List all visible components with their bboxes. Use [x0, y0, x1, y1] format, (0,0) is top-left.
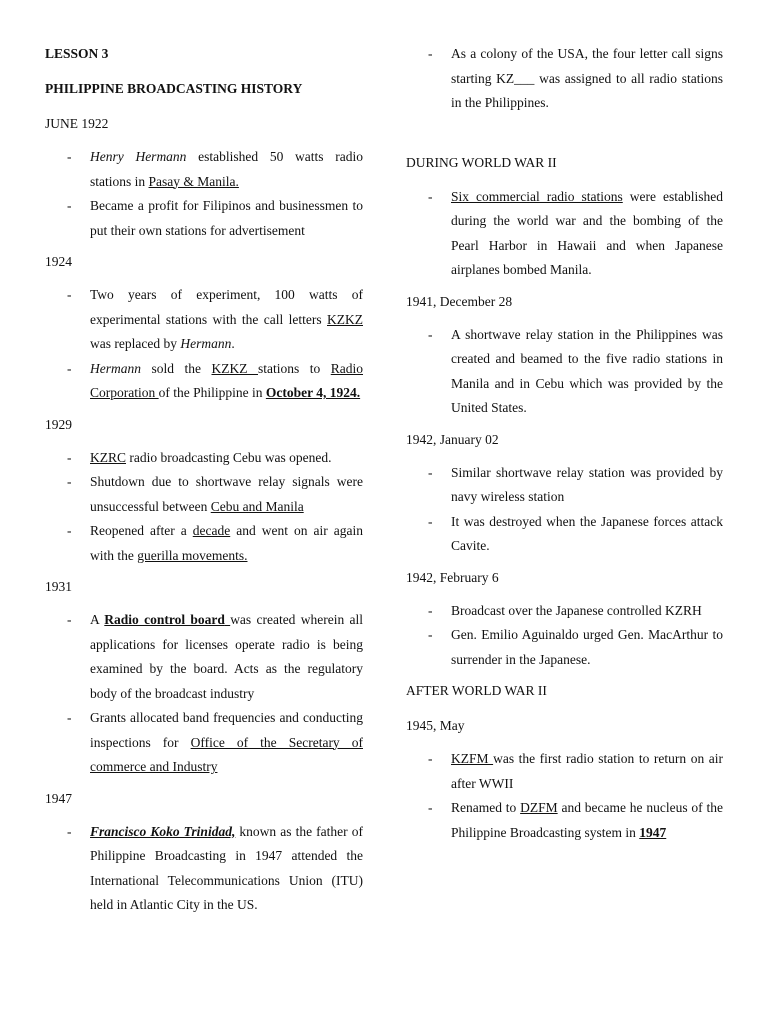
- list-item: - Reopened after a decade and went on air again with the guerilla movements.: [67, 523, 363, 563]
- list-item: - Similar shortwave relay station was provided by navy wireless station: [428, 464, 723, 504]
- list-item: - Francisco Koko Trinidad, known as the father of Philippine Broadcasting in 1947 attended the International Telecommunications Union (ITU) held in Atlantic City in the US.: [67, 823, 363, 912]
- section-june-1922: JUNE 1922: [45, 116, 109, 131]
- document-title: PHILIPPINE BROADCASTING HISTORY: [45, 81, 303, 96]
- list-1947: [45, 820, 363, 918]
- list-item: - KZFM was the first radio station to return on air after WWII: [428, 751, 723, 791]
- list-item: - Six commercial radio stations were established during the world war and the bombing of the Pearl Harbor in Hawaii and when Japanese airplanes bombed Manila.: [428, 188, 724, 277]
- section-1945-may: 1945, May: [406, 718, 465, 733]
- section-1931: 1931: [45, 579, 72, 594]
- section-1942-feb-6: 1942, February 6: [406, 569, 499, 585]
- list-item: - A Radio control board was created wherein all applications for licenses operate radio is being examined by the board. Acts as the regulatory body of the broadcast industry: [67, 612, 363, 701]
- section-after-ww2: AFTER WORLD WAR II: [406, 683, 547, 698]
- list-item: - Became a profit for Filipinos and businessmen to put their own stations for advertisement: [67, 198, 363, 238]
- list-1924: [45, 283, 363, 406]
- list-item: - It was destroyed when the Japanese forces attack Cavite.: [428, 513, 723, 553]
- section-1924: 1924: [45, 254, 72, 269]
- list-1931: [45, 608, 363, 780]
- section-during-ww2: DURING WORLD WAR II: [406, 154, 557, 170]
- list-item: - Grants allocated band frequencies and conducting inspections for Office of the Secretary of commerce and Industry: [67, 710, 363, 774]
- section-1942-jan-02: 1942, January 02: [406, 431, 499, 447]
- list-item: - Broadcast over the Japanese controlled KZRH: [428, 602, 702, 618]
- section-1941-dec-28: 1941, December 28: [406, 293, 513, 309]
- list-item: - Hermann sold the KZKZ stations to Radio Corporation of the Philippine in October 4, 1924.: [67, 360, 363, 400]
- lesson-number: LESSON 3: [45, 46, 109, 61]
- list-1941: [406, 323, 723, 421]
- list-1942-jan: [406, 461, 723, 559]
- left-column: [45, 0, 363, 918]
- list-item: - Henry Hermann established 50 watts radio stations in Pasay & Manila.: [67, 149, 363, 189]
- section-1929: 1929: [45, 416, 72, 432]
- list-item: - Shutdown due to shortwave relay signals were unsuccessful between Cebu and Manila: [67, 474, 363, 514]
- list-item: - Two years of experiment, 100 watts of experimental stations with the call letters KZKZ was replaced by Hermann.: [67, 287, 363, 351]
- list-ww2: [406, 185, 723, 283]
- list-1929: [45, 446, 363, 569]
- list-1942-feb: [406, 599, 723, 673]
- list-item: - Gen. Emilio Aguinaldo urged Gen. MacArthur to surrender in the Japanese.: [428, 627, 723, 667]
- right-column: [406, 0, 723, 845]
- section-1947: 1947: [45, 790, 72, 806]
- list-intro: [406, 42, 723, 116]
- list-1922: [45, 145, 363, 243]
- list-item: - A shortwave relay station in the Philippines was created and beamed to the five radio stations in Manila and in Cebu which was provided by the United States.: [428, 326, 723, 415]
- list-item: - As a colony of the USA, the four letter call signs starting KZ___ was assigned to all radio stations in the Philippines.: [428, 46, 723, 110]
- list-1945: [406, 747, 723, 845]
- list-item: - KZRC radio broadcasting Cebu was opened.: [67, 449, 332, 465]
- list-item: - Renamed to DZFM and became he nucleus of the Philippine Broadcasting system in 1947: [428, 800, 723, 840]
